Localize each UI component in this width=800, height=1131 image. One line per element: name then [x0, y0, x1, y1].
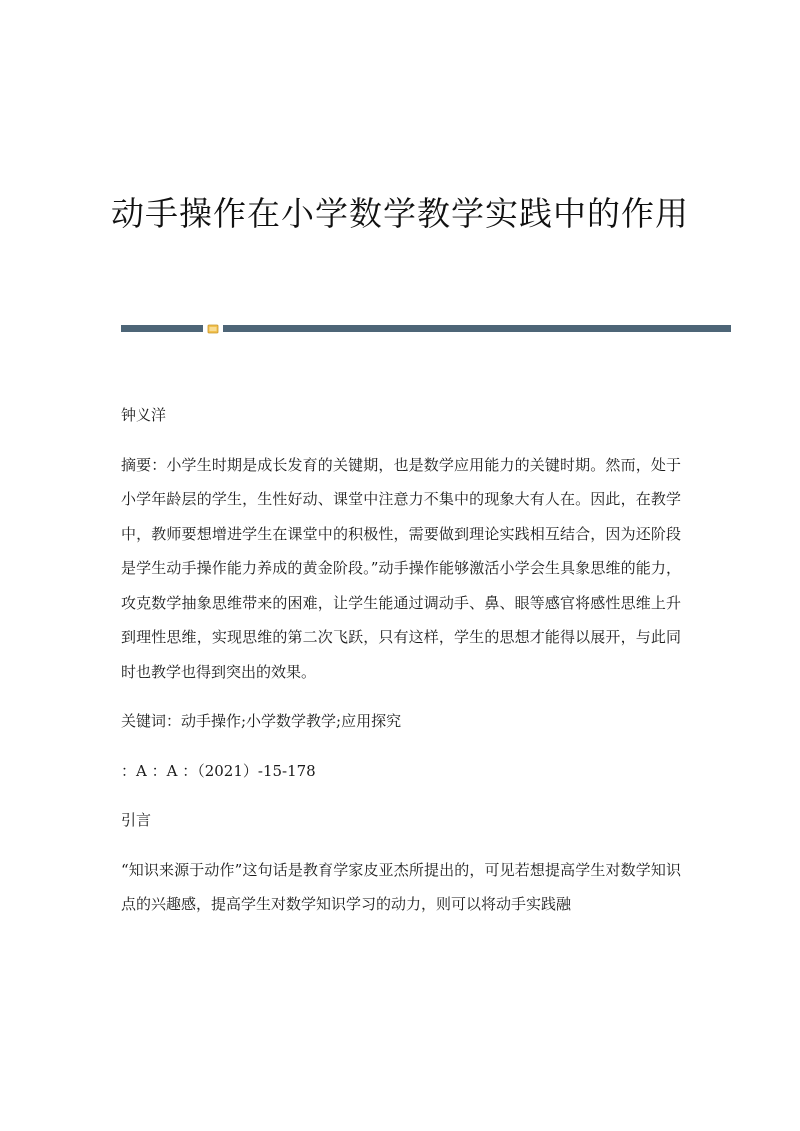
author-name: 钟义洋	[121, 406, 167, 424]
title-divider	[121, 325, 731, 332]
introduction-paragraph: “知识来源于动作”这句话是教育学家皮亚杰所提出的，可见若想提高学生对数学知识点的兴趣感，提高学生对数学知识学习的动力，则可以将动手实践融	[121, 860, 681, 913]
keywords-line: 关键词：动手操作;小学数学教学;应用探究	[121, 712, 402, 730]
divider-left-bar	[121, 325, 203, 332]
classification-line: ：A ：A ：（2021）-15-178	[121, 761, 316, 780]
divider-ornament-icon	[207, 322, 219, 335]
section-heading-introduction: 引言	[121, 811, 152, 829]
abstract-paragraph: 摘要：小学生时期是成长发育的关键期，也是数学应用能力的关键时期。然而，处于小学年龄层的学生，生性好动、课堂中注意力不集中的现象大有人在。因此，在教学中，教师要想增进学生在课堂中的积极性，需要做到理论实践相互结合，因为还阶段是学生动手操作能力养成的黄金阶段。”动手操作能够激活小学会生具象思维的能力，攻克数学抽象思维带来的困难，让学生能通过调动手、鼻、眼等感官将感性思维上升到理性思维，实现思维的第二次飞跃，只有这样，学生的思想才能得以展开，与此同时也教学也得到突出的效果。	[121, 455, 681, 681]
document-body	[121, 398, 681, 937]
divider-right-bar	[223, 325, 731, 332]
document-title: 动手操作在小学数学教学实践中的作用	[111, 194, 689, 233]
